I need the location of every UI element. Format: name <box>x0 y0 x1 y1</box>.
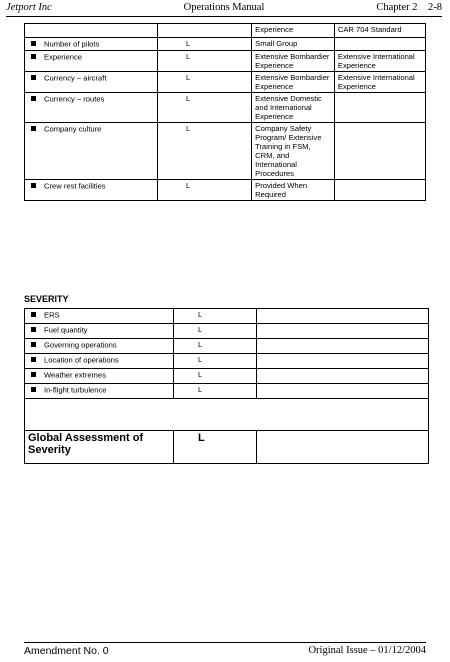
level-cell: L <box>157 92 251 122</box>
table-cell <box>334 38 425 51</box>
table-cell <box>257 384 429 399</box>
row-label: In-flight turbulence <box>44 385 107 395</box>
bullet-icon <box>31 54 36 59</box>
issue-date: Original Issue – 01/12/2004 <box>308 645 426 656</box>
table-cell <box>25 399 429 431</box>
row-label: Crew rest facilities <box>44 181 106 190</box>
page-number: 2-8 <box>428 2 442 13</box>
row-label-cell <box>25 38 158 51</box>
bullet-icon <box>31 126 36 131</box>
row-label-cell <box>25 50 158 71</box>
row-label-cell <box>25 309 174 324</box>
table-cell <box>257 339 429 354</box>
footer-divider <box>24 642 426 643</box>
table-cell: Provided When Required <box>252 179 335 200</box>
level-cell: L <box>174 324 257 339</box>
row-label-cell <box>25 92 158 122</box>
table-row <box>25 71 426 92</box>
header-divider <box>6 16 442 17</box>
level-cell: L <box>174 309 257 324</box>
table-cell: Extensive Domestic and International Experience <box>252 92 335 122</box>
table-row <box>25 309 429 324</box>
table-cell <box>257 431 429 464</box>
row-label: Weather extremes <box>44 370 106 380</box>
table-cell <box>334 122 425 179</box>
row-label-cell <box>25 339 174 354</box>
level-cell: L <box>157 179 251 200</box>
page-header <box>6 2 442 16</box>
bullet-icon <box>31 312 36 317</box>
bullet-icon <box>31 342 36 347</box>
table-row <box>25 122 426 179</box>
row-label: Fuel quantity <box>44 325 88 335</box>
table-cell: Experience <box>252 24 335 38</box>
table-cell: Small Group <box>252 38 335 51</box>
table-cell <box>334 92 425 122</box>
bullet-icon <box>31 75 36 80</box>
table-row <box>25 38 426 51</box>
table-cell: Extensive International Experience <box>334 71 425 92</box>
row-label: Currency – aircraft <box>44 73 107 82</box>
table-cell: CAR 704 Standard <box>334 24 425 38</box>
bullet-icon <box>31 183 36 188</box>
severity-table <box>24 308 429 464</box>
level-cell: L <box>157 38 251 51</box>
level-cell: L <box>174 339 257 354</box>
table-row <box>25 369 429 384</box>
row-label-cell <box>25 354 174 369</box>
table-row <box>25 339 429 354</box>
table-cell <box>257 324 429 339</box>
row-label: Currency – routes <box>44 94 105 103</box>
table-cell <box>25 24 158 38</box>
level-cell: L <box>174 384 257 399</box>
table-cell: Extensive Bombardier Experience <box>252 50 335 71</box>
level-cell: L <box>174 354 257 369</box>
row-label-cell <box>25 384 174 399</box>
table-row <box>25 354 429 369</box>
table-cell <box>257 309 429 324</box>
table-row <box>25 179 426 200</box>
bullet-icon <box>31 357 36 362</box>
row-label-cell <box>25 369 174 384</box>
table-cell <box>157 24 251 38</box>
bullet-icon <box>31 41 36 46</box>
bullet-icon <box>31 96 36 101</box>
amendment-number: Amendment No. 0 <box>24 645 109 657</box>
global-assessment-row <box>25 431 429 464</box>
row-label: Governing operations <box>44 340 117 350</box>
row-label: Company culture <box>44 124 102 133</box>
global-assessment-value: L <box>174 431 257 464</box>
table-row <box>25 24 426 38</box>
row-label: Number of pilots <box>44 39 100 49</box>
company-name: Jetport Inc <box>6 2 52 13</box>
table-cell <box>334 179 425 200</box>
level-cell: L <box>174 369 257 384</box>
table-row <box>25 384 429 399</box>
level-cell: L <box>157 71 251 92</box>
global-assessment-label: Global Assessment of Severity <box>25 431 174 464</box>
table-row <box>25 92 426 122</box>
bullet-icon <box>31 387 36 392</box>
chapter-page <box>376 2 442 13</box>
row-label-cell <box>25 179 158 200</box>
level-cell: L <box>157 50 251 71</box>
row-label: Location of operations <box>44 355 119 365</box>
bullet-icon <box>31 372 36 377</box>
row-label: ERS <box>44 310 60 320</box>
table-cell: Company Safety Program/ Extensive Training in FSM, CRM, and International Procedures <box>252 122 335 179</box>
severity-heading: SEVERITY <box>24 294 69 304</box>
level-cell: L <box>157 122 251 179</box>
row-label-cell <box>25 71 158 92</box>
table-cell <box>257 369 429 384</box>
table-row <box>25 50 426 71</box>
chapter-label: Chapter 2 <box>376 2 418 13</box>
row-label-cell <box>25 122 158 179</box>
row-label-cell <box>25 324 174 339</box>
table-cell: Extensive International Experience <box>334 50 425 71</box>
table-cell: Extensive Bombardier Experience <box>252 71 335 92</box>
row-label: Experience <box>44 52 82 61</box>
bullet-icon <box>31 327 36 332</box>
table-cell <box>257 354 429 369</box>
page-footer <box>24 645 426 658</box>
table-row <box>25 399 429 431</box>
table-row <box>25 324 429 339</box>
manual-title: Operations Manual <box>183 2 265 13</box>
assessment-table <box>24 23 426 201</box>
